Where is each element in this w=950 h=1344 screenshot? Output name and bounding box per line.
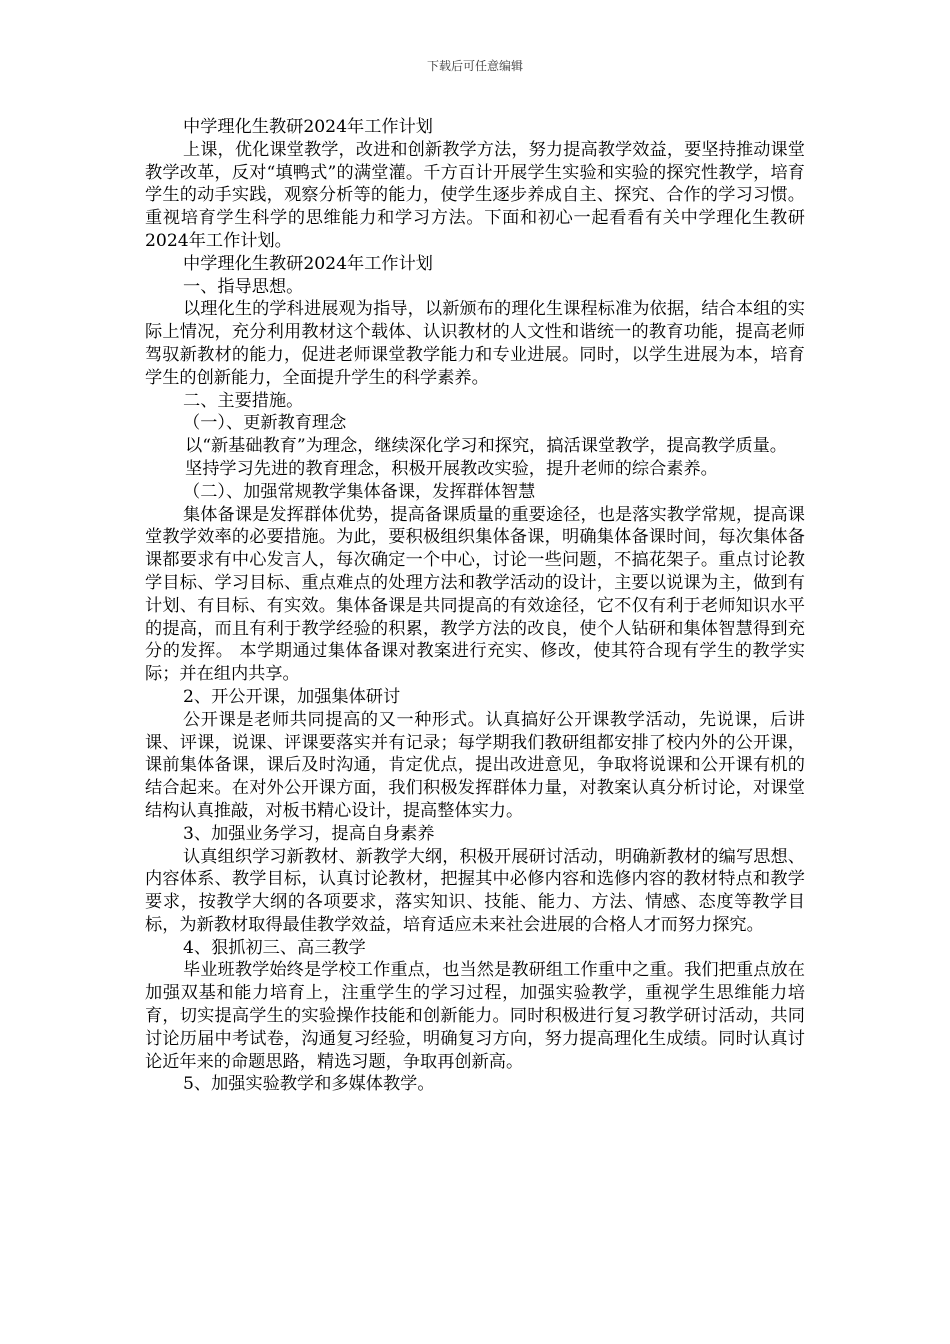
subheading-open-classes: 2、开公开课，加强集体研讨: [183, 686, 401, 707]
section-heading-main-measures: 二、主要措施。: [183, 390, 304, 411]
collective-preparation-paragraph: 集体备课是发挥群体优势，提高备课质量的重要途径，也是落实教学常规，提高课堂教学效率的必要措施。为此，要积极组织集体备课，明确集体备课时间，每次集体备课都要求有中心发言人，每次确定一个中心，讨论一些问题，不搞花架子。重点讨论教学目标、学习目标、重点难点的处理方法和教学活动的设计，主要以说课为主，做到有计划、有目标、有实效。集体备课是共同提高的有效途径，它不仅有利于老师知识水平的提高，而且有利于教学经验的积累，教学方法的改良，使个人钻研和集体智慧得到充分的发挥。 本学期通过集体备课对教案进行充实、修改，使其符合现有学生的教学实际；并在组内共享。: [145, 504, 805, 685]
document-body: [145, 116, 805, 1096]
plan-title: 中学理化生教研2024年工作计划: [183, 253, 433, 274]
subheading-collective-preparation: （二）、加强常规教学集体备课，发挥群体智慧: [183, 481, 536, 502]
advanced-concepts-paragraph: 坚持学习先进的教育理念，积极开展教改实验，提升老师的综合素养。: [185, 458, 718, 479]
subheading-experiment-multimedia: 5、加强实验教学和多媒体教学。: [183, 1074, 435, 1095]
open-classes-paragraph: 公开课是老师共同提高的又一种形式。认真搞好公开课教学活动，先说课，后讲课、评课，说课、评课要落实并有记录；每学期我们教研组都安排了校内外的公开课，课前集体备课，课后及时沟通，肯定优点，提出改进意见，争取将说课和公开课有机的结合起来。在对外公开课方面，我们积极发挥群体力量，对教案认真分析讨论，对课堂结构认真推敲，对板书精心设计，提高整体实力。: [145, 709, 805, 821]
subheading-graduating-classes: 4、狠抓初三、高三教学: [183, 937, 366, 958]
section-heading-guiding-thought: 一、指导思想。: [183, 276, 304, 297]
guiding-thought-paragraph: 以理化生的学科进展观为指导，以新颁布的理化生课程标准为依据，结合本组的实际上情况，充分利用教材这个载体、认识教材的人文性和谐统一的教育功能，提高老师驾驭新教材的能力，促进老师课堂教学能力和专业进展。同时，以学生进展为本，培育学生的创新能力，全面提升学生的科学素养。: [145, 299, 805, 388]
graduating-classes-paragraph: 毕业班教学始终是学校工作重点，也当然是教研组工作重中之重。我们把重点放在加强双基和能力培育上，注重学生的学习过程，加强实验教学，重视学生思维能力培育，切实提高学生的实验操作技能和创新能力。同时积极进行复习教学研讨活动，共同讨论历届中考试卷，沟通复习经验，明确复习方向，努力提高理化生成绩。同时认真讨论近年来的命题思路，精选习题，争取再创新高。: [145, 960, 805, 1072]
professional-study-paragraph: 认真组织学习新教材、新教学大纲，积极开展研讨活动，明确新教材的编写思想、内容体系、教学目标，认真讨论教材，把握其中必修内容和选修内容的教材特点和教学要求，按教学大纲的各项要求，落实知识、技能、能力、方法、情感、态度等教学目标，为新教材取得最佳教学效益，培育适应未来社会进展的合格人才而努力探究。: [145, 846, 805, 935]
intro-paragraph: 上课，优化课堂教学，改进和创新教学方法，努力提高教学效益，要坚持推动课堂教学改革，反对“填鸭式”的满堂灌。千方百计开展学生实验和实验的探究性教学，培育学生的动手实践，观察分析等的能力，使学生逐步养成自主、探究、合作的学习习惯。重视培育学生科学的思维能力和学习方法。下面和初心一起看看有关中学理化生教研2024年工作计划。: [145, 139, 805, 251]
subheading-update-concepts: （一）、更新教育理念: [183, 413, 347, 434]
document-title: 中学理化生教研2024年工作计划: [183, 117, 433, 137]
page-header-note: 下载后可任意编辑: [426, 59, 523, 73]
subheading-professional-study: 3、加强业务学习，提高自身素养: [183, 823, 435, 844]
new-basic-education-paragraph: 以“新基础教育”为理念，继续深化学习和探究，搞活课堂教学，提高教学质量。: [185, 436, 787, 457]
